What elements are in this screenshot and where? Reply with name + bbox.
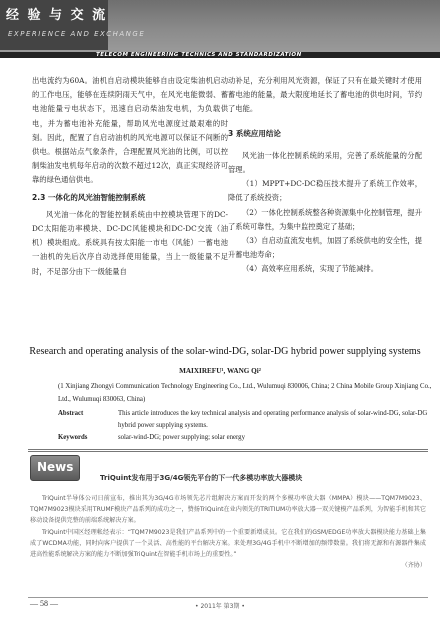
journal-section-title: TELECOM ENGINEERING TECHNICS AND STANDARDIZATION [96,52,302,58]
journal-name-en: EXPERIENCE AND EXCHANGE [8,30,146,38]
conclusion-item-2: （2）一体化控制系统整各种资源集中化控制管理，提升了系统可靠性，为集中监控奠定了基础； [228,207,422,231]
page-number: — 58 — [30,599,58,608]
conclusion-item-4: （4）高效率应用系统，实现了节能减排。 [242,264,378,274]
news-paragraph-1: TriQuint半导体公司日前宣布，推出其为3G/4G市场领先芯片组解决方案而开发的两个多模功率放大器（MMPA）模块——TQM7M9023、TQM7M9023模块采用TRUMF模块产品系列的成功之一，赞扬TriQuint在业内领先的TRITIUM功率放大器一双关键模产品系列，为智能手机和其它移动设备提供完整的前端系统解决方案。 [30,495,426,525]
keywords-label: Keywords [58,434,88,441]
conclusion-item-3: （3）自启动直流发电机，加固了系统供电的安全性，提升蓄电池寿命； [228,236,422,260]
news-divider [28,449,428,450]
news-paragraph-2: TriQuint中国区经理帐经表示：“TQM7M9023是我们产品系列中的一个重要新增成员。它在我们的GSM/EDGE功率放大器模块能力基础上集成了WCDMA功能，同时向客户提供了一个灵活、高性能的平台解决方案。来处理3G/4G手机中不断增加的频带数量。我们将无源和有源器件集成进高性能系统解决方案的能力不断加强TriQuint在智能手机市场上的重要性。” [30,528,426,559]
left-column [32,74,228,279]
news-body [30,493,426,571]
left-paragraph-1: 出电流约为60A。油机自启动模块能够自由设定柴油机启动的工作电压，能够在连续阴雨天气中，在风光电能微弱、蓄电池能量亏电状态下，迅速自启动柴油发电机，为负载供电，并为蓄电池补充能量，帮助风光电源度过最艰难的时刻。因此，配置了自启动油机的风光电源可以保证不间断的供电。根据站点气象条件，合理配置风光油的比例，可以控制柴油发电机每年启动的次数不超过12次，真正实现经济可靠的绿色通信供电。 [32,76,228,185]
right-column [228,74,422,277]
journal-header [0,0,440,56]
keywords-text: solar-wind-DG; power supplying; solar energy [118,434,245,441]
news-badge [30,455,80,481]
left-paragraph-2: 风光油一体化的智能控制系统由中控模块管理下的DC-DC太阳能功率模块、DC-DC风能模块和DC-DC交流（油机）模块组成。系统具有按太阳能一市电（风能）一蓄电池一油机的先后次序自动选择使用能量，当上一级能量不足时，不足部分由下一级能量自 [32,209,228,276]
journal-name-cn: 经 验 与 交 流 [6,8,108,23]
news-source: （齐协） [401,562,426,570]
english-authors: MAIXIREFU¹, WANG Qi² [179,367,261,375]
right-paragraph-1: 动补足，充分利用风光资源，保证了只有在最关键时才使用蓄电池的能量，最大限度地延长了蓄电池的供电时间，节约了电能。 [228,76,422,114]
news-divider-2 [28,451,428,452]
issue-label: • 2011年 第3期 • [195,603,245,610]
right-paragraph-2: 风光油一体化控制系统的采用，完善了系统能量的分配管理。 [228,150,422,175]
abstract-text: This article introduces the key technical analysis and operating performance analysis of solar-wind-DG, solar-DG hybrid power supplying systems. [118,410,428,429]
news-badge-label: News [37,460,74,474]
news-headline: TriQuint发布用于3G/4G领先平台的下一代多模功率放大器模块 [100,474,303,482]
english-affiliation: (1 Xinjiang Zhongyi Communication Technology Engineering Co., Ltd., Wulumuqi 830006, China; 2 China Mobile Group Xinjiang Co., Ltd., Wulumuqi 830063, China) [58,383,432,403]
right-section-heading: 3 系统应用结论 [228,128,281,138]
left-section-heading: 2.3 一体化的风光油智能控制系统 [32,192,146,202]
abstract-label: Abstract [58,410,84,417]
footer-rule [28,597,428,598]
conclusion-item-1: （1）MPPT+DC-DC稳压技术提升了系统工作效率，降低了系统投资； [228,179,422,203]
english-title: Research and operating analysis of the solar-wind-DG, solar-DG hybrid power supplying systems [29,346,421,357]
